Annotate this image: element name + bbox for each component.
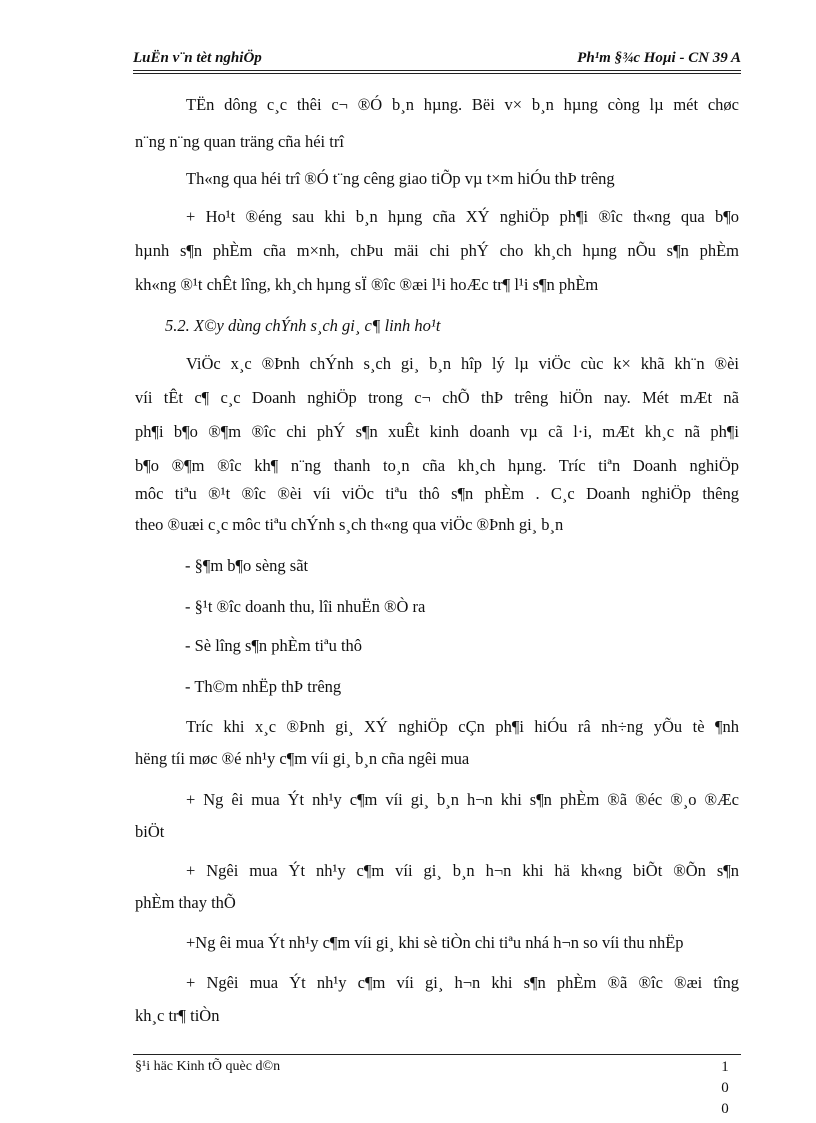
paragraph-line: môc tiªu ®¹t ®îc ®èi víi viÖc tiªu thô s¶n phÈm . C¸c Doanh nghiÖp thêng [135, 484, 739, 503]
list-item: - §¹t ®îc doanh thu, lîi nhuËn ®Ò ra [185, 597, 426, 616]
paragraph-line: ph¶i b¶o ®¶m ®îc chi phÝ s¶n xuÊt kinh doanh vµ cã l·i, mÆt kh¸c nã ph¶i [135, 422, 739, 441]
paragraph-line: kh¸c tr¶ tiÒn [135, 1006, 220, 1025]
paragraph-line: ViÖc x¸c ®Þnh chÝnh s¸ch gi¸ b¸n hîp lý lµ viÖc cùc k× khã kh¨n ®èi [186, 354, 739, 373]
page-header [133, 48, 741, 70]
page-number [718, 1057, 732, 1120]
paragraph-line: hµnh s¶n phÈm cña m×nh, chÞu mäi chi phÝ cho kh¸ch hµng nÕu s¶n phÈm [135, 241, 739, 260]
list-item: - Sè lîng s¶n phÈm tiªu thô [185, 636, 363, 655]
paragraph-line: kh«ng ®¹t chÊt lîng, kh¸ch hµng sÏ ®îc ®æi l¹i hoÆc tr¶ l¹i s¶n phÈm [135, 275, 599, 294]
header-thesis-title: LuËn v¨n tèt nghiÖp [133, 50, 262, 66]
footer-rule [133, 1054, 741, 1055]
list-item: - §¶m b¶o sèng sãt [185, 556, 309, 575]
paragraph-line: + Ngêi mua Ýt nh¹y c¶m víi gi¸ b¸n h¬n khi hä kh«ng biÕt ®Õn s¶n [186, 861, 739, 880]
page-number-digit: 0 [721, 1101, 729, 1117]
paragraph-line: phÈm thay thÕ [135, 893, 236, 912]
list-item: - Th©m nhËp thÞ trêng [185, 677, 342, 696]
paragraph-line: Tríc khi x¸c ®Þnh gi¸ XÝ nghiÖp cÇn ph¶i hiÓu râ nh÷ng yÕu tè ¶nh [186, 717, 739, 736]
page-number-digit: 1 [721, 1059, 729, 1075]
header-rule [133, 70, 741, 71]
footer-university: §¹i häc Kinh tÕ quèc d©n [135, 1059, 281, 1074]
paragraph-line: TËn dông c¸c thêi c¬ ®Ó b¸n hµng. Bëi v× b¸n hµng còng lµ mét chøc [186, 95, 739, 114]
paragraph-line: víi tÊt c¶ c¸c Doanh nghiÖp trong c¬ chÕ thÞ trêng hiÖn nay. Mét mÆt nã [135, 388, 739, 407]
paragraph-line: + Ngêi mua Ýt nh¹y c¶m víi gi¸ h¬n khi s¶n phÈm ®ã ®îc ®æi tîng [186, 973, 739, 992]
paragraph-line: hëng tíi møc ®é nh¹y c¶m víi gi¸ b¸n cña ngêi mua [135, 749, 470, 768]
paragraph-line: theo ®uæi c¸c môc tiªu chÝnh s¸ch th«ng qua viÖc ®Þnh gi¸ b¸n [135, 515, 564, 534]
section-heading: 5.2. X©y dùng chÝnh s¸ch gi¸ c¶ linh ho¹t [165, 316, 441, 335]
paragraph-line: + Ho¹t ®éng sau khi b¸n hµng cña XÝ nghiÖp ph¶i ®îc th«ng qua b¶o [186, 207, 739, 226]
paragraph-line: +Ng êi mua Ýt nh¹y c¶m víi gi¸ khi sè tiÒn chi tiªu nhá h¬n so víi thu nhËp [186, 933, 684, 952]
header-author: Ph¹m §¾c Hoµi - CN 39 A [577, 50, 741, 66]
paragraph-line: biÖt [135, 822, 165, 841]
header-rule-second [133, 73, 741, 74]
paragraph-line: Th«ng qua héi trî ®Ó t¨ng cêng giao tiÕp vµ t×m hiÓu thÞ trêng [186, 169, 615, 188]
page-number-digit: 0 [721, 1080, 729, 1096]
paragraph-line: b¶o ®¶m ®îc kh¶ n¨ng thanh to¸n cña kh¸ch hµng. Tríc tiªn Doanh nghiÖp [135, 456, 739, 475]
paragraph-line: n¨ng n¨ng quan träng cña héi trî [135, 132, 344, 151]
paragraph-line: + Ng êi mua Ýt nh¹y c¶m víi gi¸ b¸n h¬n khi s¶n phÈm ®ã ®éc ®¸o ®Æc [186, 790, 739, 809]
